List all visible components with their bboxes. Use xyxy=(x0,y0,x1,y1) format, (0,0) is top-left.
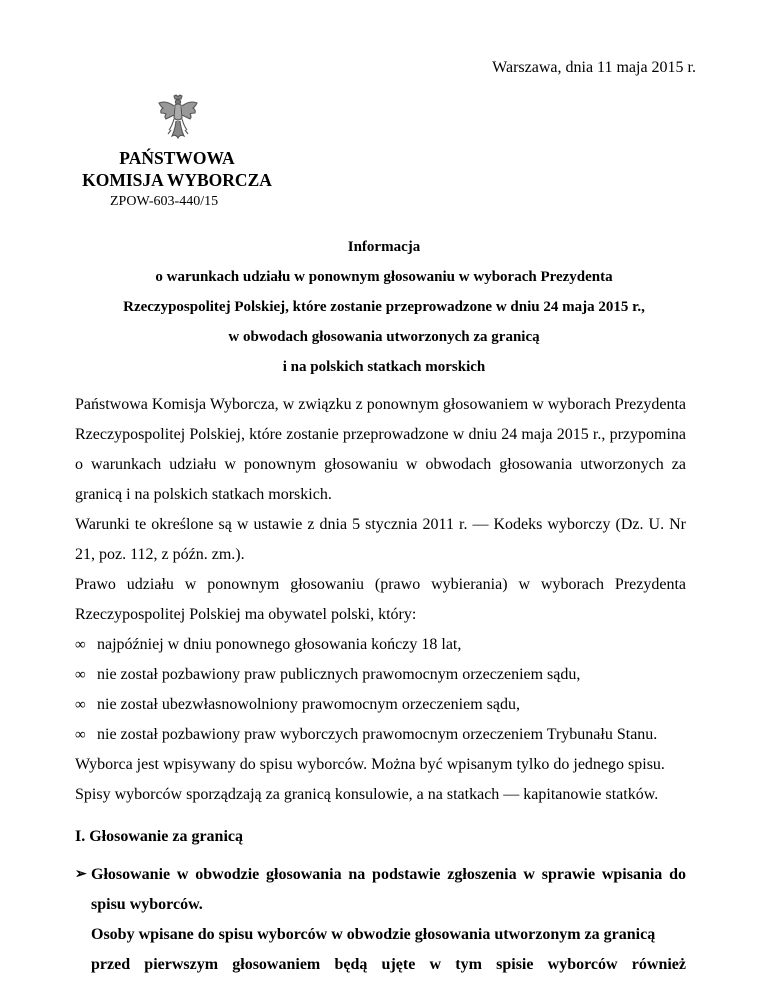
subsection xyxy=(75,860,686,980)
infinity-bullet-icon: ∞ xyxy=(75,667,86,683)
organization-name-line2: KOMISJA WYBORCZA xyxy=(82,170,272,190)
organization-name xyxy=(75,147,279,191)
infinity-bullet-icon: ∞ xyxy=(75,727,86,743)
paragraph-voter-list: Wyborca jest wpisywany do spisu wyborców. Można być wpisanym tylko do jednego spisu. xyxy=(75,756,665,773)
subsection-paragraph-line2: przed pierwszym głosowaniem będą ujęte w tym spisie wyborców również xyxy=(91,956,686,973)
list-item-text: najpóźniej w dniu ponownego głosowania kończy 18 lat, xyxy=(97,636,462,653)
title-line3: Rzeczypospolitej Polskiej, które zostanie przeprowadzone w dniu 24 maja 2015 r., xyxy=(123,299,645,315)
list-item-text: nie został pozbawiony praw publicznych prawomocnym orzeczeniem sądu, xyxy=(97,666,581,683)
subsection-paragraph-line1: Osoby wpisane do spisu wyborców w obwodzie głosowania utworzonym za granicą xyxy=(91,926,656,943)
list-item xyxy=(75,720,686,750)
reference-number: ZPOW-603-440/15 xyxy=(110,194,219,209)
list-item xyxy=(75,660,686,690)
paragraph-list-preparation: Spisy wyborców sporządzają za granicą konsulowie, a na statkach — kapitanowie statków. xyxy=(75,786,659,803)
section-heading: I. Głosowanie za granicą xyxy=(75,828,243,845)
list-item xyxy=(75,690,686,720)
subsection-heading: Głosowanie w obwodzie głosowania na podstawie zgłoszenia w sprawie wpisania do spisu wyborców. xyxy=(91,866,686,913)
list-item-text: nie został pozbawiony praw wyborczych prawomocnym orzeczeniem Trybunału Stanu. xyxy=(97,726,658,743)
list-item xyxy=(75,630,686,660)
infinity-bullet-icon: ∞ xyxy=(75,637,86,653)
title-line1: Informacja xyxy=(347,239,421,255)
infinity-bullet-icon: ∞ xyxy=(75,697,86,713)
document-body xyxy=(75,390,686,980)
organization-name-line1: PAŃSTWOWA xyxy=(119,148,235,168)
document-title xyxy=(0,232,768,382)
paragraph-legal-basis: Warunki te określone są w ustawie z dnia 5 stycznia 2011 r. — Kodeks wyborczy (Dz. U. Nr 21, poz. 112, z późn. zm.). xyxy=(75,516,686,563)
list-item-text: nie został ubezwłasnowolniony prawomocnym orzeczeniem sądu, xyxy=(97,696,520,713)
document-date: Warszawa, dnia 11 maja 2015 r. xyxy=(492,59,696,76)
arrowhead-bullet-icon: ➢ xyxy=(75,867,87,882)
polish-eagle-emblem-icon xyxy=(157,94,199,142)
title-line5: i na polskich statkach morskich xyxy=(282,359,486,375)
title-line4: w obwodach głosowania utworzonych za granicą xyxy=(228,329,540,345)
title-line2: o warunkach udziału w ponownym głosowaniu w wyborach Prezydenta xyxy=(155,269,613,285)
paragraph-intro: Państwowa Komisja Wyborcza, w związku z ponownym głosowaniem w wyborach Prezydenta Rzeczypospolitej Polskiej, które zostanie przeprowadzone w dniu 24 maja 2015 r., przypomina o warunkach udziału w ponownym głosowaniu w obwodach głosowania utworzonych za granicą i na polskich statkach morskich. xyxy=(75,396,686,503)
paragraph-voting-right: Prawo udziału w ponownym głosowaniu (prawo wybierania) w wyborach Prezydenta Rzeczypospolitej Polskiej ma obywatel polski, który: xyxy=(75,576,686,623)
